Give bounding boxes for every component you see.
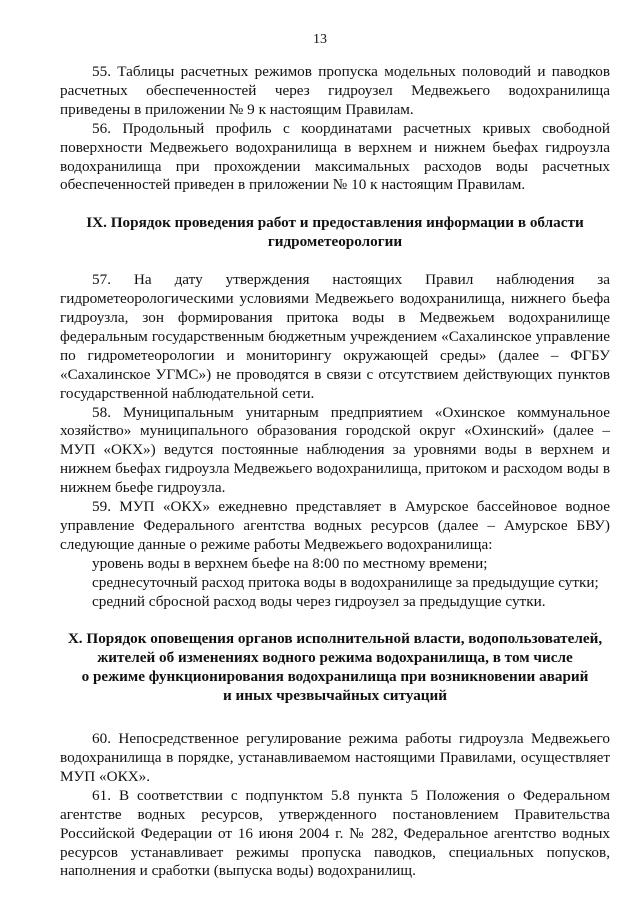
paragraph-57: 57. На дату утверждения настоящих Правил наблюдения за гидрометеорологическими условиями Медвежьего водохранилища, нижнего бьефа гидроузла, зон формирования притока воды в Медвежьем водохранилище федеральным государственным бюджетным учреждением «Сахалинское управление по гидрометеорологии и мониторингу окружающей среды» (далее – ФГБУ «Сахалинское УГМС») не проводятся в связи с отсутствием действующих пунктов государственной наблюдательной сети. [60,271,610,402]
paragraph-59: 59. МУП «ОКХ» ежедневно представляет в Амурское бассейновое водное управление Федерального агентства водных ресурсов (далее – Амурское БВУ) следующие данные о режиме работы Медвежьего водохранилища: [60,498,610,553]
section-10-heading-line: жителей об изменениях водного режима водохранилища, в том числе [97,649,573,667]
section-10-heading-line: X. Порядок оповещения органов исполнительной власти, водопользователей, [67,630,603,648]
list-item-inflow: среднесуточный расход притока воды в водохранилище за предыдущие сутки; [92,573,599,591]
section-10-heading [60,630,610,706]
section-9-heading: IX. Порядок проведения работ и предоставления информации в области гидрометеорологии [86,214,584,251]
list-item-discharge: средний сбросной расход воды через гидроузел за предыдущие сутки. [92,592,546,610]
paragraph-61: 61. В соответствии с подпунктом 5.8 пункта 5 Положения о Федеральном агентстве водных ресурсов, утвержденного постановлением Правительства Российской Федерации от 16 июня 2004 г. № 282, Федеральное агентство водных ресурсов устанавливает режимы пропуска паводков, специальных попусков, наполнения и сработки (выпуска воды) водохранилищ. [60,786,610,880]
page-number: 13 [313,32,327,47]
list-item-upper-level: уровень воды в верхнем бьефе на 8:00 по местному времени; [92,554,488,572]
paragraph-60: 60. Непосредственное регулирование режима работы гидроузла Медвежьего водохранилища в порядке, устанавливаемом настоящими Правилами, осуществляет МУП «ОКХ». [60,730,610,785]
section-10-heading-line: о режиме функционирования водохранилища при возникновении аварий [81,668,589,686]
paragraph-58: 58. Муниципальным унитарным предприятием «Охинское коммунальное хозяйство» муниципального образования городской округ «Охинский» (далее – МУП «ОКХ») ведутся постоянные наблюдения за уровнями воды в верхнем и нижнем бьефах гидроузла Медвежьего водохранилища, притоком и расходом воды в нижнем бьефе гидроузла. [60,403,610,497]
paragraph-55: 55. Таблицы расчетных режимов пропуска модельных половодий и паводков расчетных обеспеченностей через гидроузел Медвежьего водохранилища приведены в приложении № 9 к настоящим Правилам. [60,63,610,118]
section-10-heading-line: и иных чрезвычайных ситуаций [222,687,448,705]
document-body [60,63,610,881]
paragraph-56: 56. Продольный профиль с координатами расчетных кривых свободной поверхности Медвежьего водохранилища в верхнем и нижнем бьефах гидроузла водохранилища при прохождении максимальных расходов воды расчетных обеспеченностей приведен в приложении № 10 к настоящим Правилам. [60,119,610,194]
